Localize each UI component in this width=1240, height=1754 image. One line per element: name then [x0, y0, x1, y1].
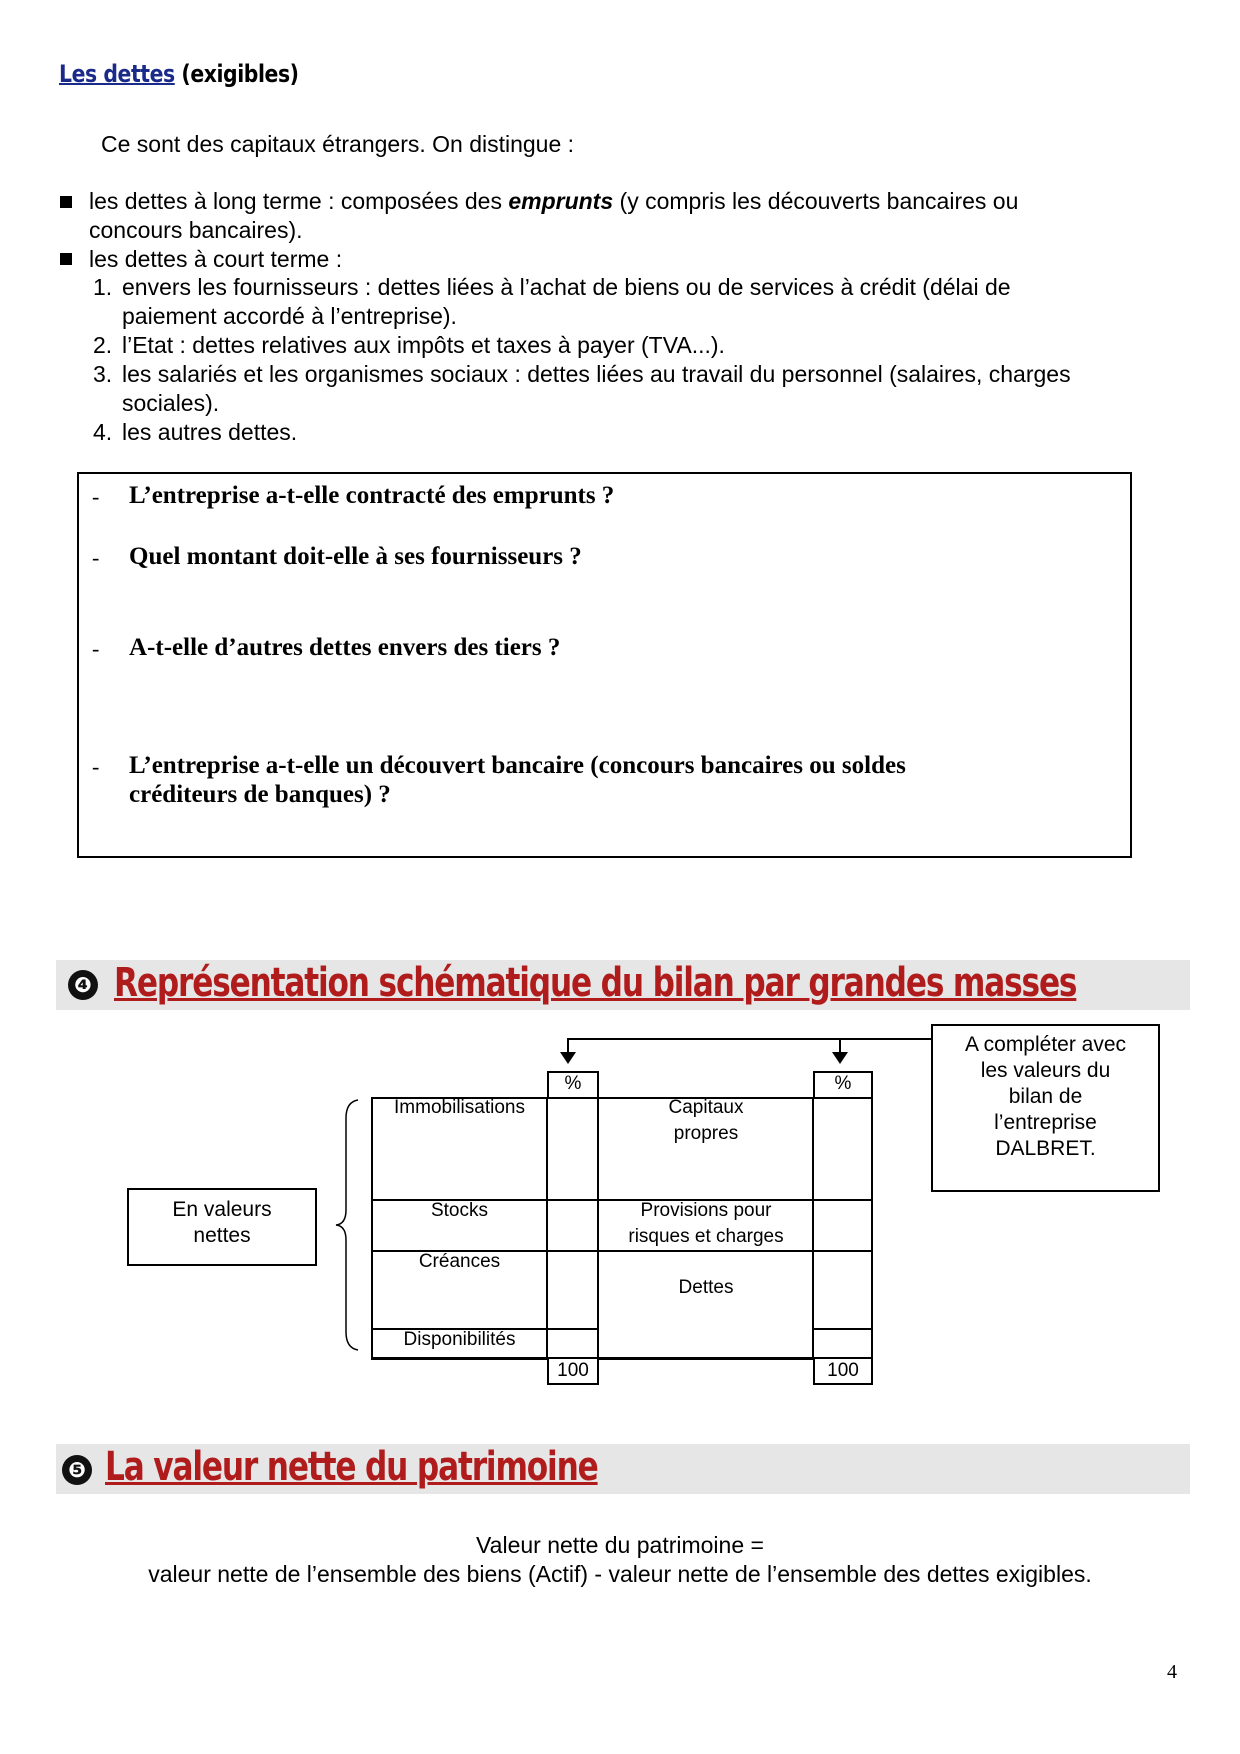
number-4-icon: ❹: [68, 970, 98, 1000]
number-5-icon: ❺: [62, 1455, 92, 1485]
valeurs-nettes-text: [127, 1197, 317, 1249]
sub-item-text: envers les fournisseurs : dettes liées à l’achat de biens ou de services à crédit (délai de: [122, 274, 1011, 300]
passif-provisions: [600, 1198, 812, 1250]
question-2: Quel montant doit-elle à ses fournisseurs ?: [129, 543, 582, 570]
total-passif: 100: [827, 1360, 859, 1381]
bullet-text-after: (y compris les découverts bancaires ou: [613, 188, 1019, 214]
passif-col-divider: [597, 1097, 599, 1359]
section5-title: La valeur nette du patrimoine: [105, 1444, 598, 1490]
passif-line: propres: [673, 1123, 739, 1144]
square-bullet-icon: [60, 253, 72, 265]
passif-line: Capitaux: [668, 1097, 744, 1118]
passif-line: Provisions pour: [640, 1200, 772, 1221]
arrow-down-icon: [832, 1052, 848, 1064]
dash-bullet: -: [92, 754, 100, 779]
total-actif: 100: [557, 1360, 589, 1381]
sub-item-number: 4.: [93, 419, 113, 445]
sub-item-text: les autres dettes.: [122, 419, 298, 445]
bullet-long-term: [89, 187, 1018, 216]
note-line: bilan de: [1008, 1085, 1083, 1108]
note-line: DALBRET.: [995, 1137, 1096, 1160]
sub-item-number: 1.: [93, 274, 113, 300]
connector-line: [567, 1038, 931, 1040]
formula-line-2: valeur nette de l’ensemble des biens (Actif) - valeur nette de l’ensemble des dettes exigibles.: [148, 1561, 1092, 1587]
emphasis-emprunts: emprunts: [508, 188, 614, 214]
question-1: L’entreprise a-t-elle contracté des emprunts ?: [129, 482, 615, 509]
dash-bullet: -: [92, 636, 100, 661]
actif-creances: Créances: [418, 1251, 501, 1272]
formula-line-1: Valeur nette du patrimoine =: [476, 1532, 764, 1558]
bullet-text: les dettes à long terme : composées des: [89, 188, 509, 214]
dash-bullet: -: [92, 484, 100, 509]
row-divider: [598, 1250, 873, 1252]
sub-item-text: l’Etat : dettes relatives aux impôts et taxes à payer (TVA...).: [122, 332, 725, 358]
curly-brace-icon: [334, 1098, 364, 1352]
actif-stocks: Stocks: [430, 1200, 489, 1221]
sub-item-text-cont: paiement accordé à l’entreprise).: [122, 303, 457, 329]
dash-bullet: -: [92, 545, 100, 570]
passif-col-divider: [812, 1097, 814, 1359]
heading-rest: (exigibles): [174, 60, 299, 88]
sub-item-number: 2.: [93, 332, 113, 358]
intro-text: Ce sont des capitaux étrangers. On distingue :: [101, 131, 575, 157]
passif-line: risques et charges: [628, 1226, 784, 1247]
row-divider: [812, 1328, 873, 1330]
sub-item-text-cont: sociales).: [122, 390, 220, 416]
note-line: l’entreprise: [994, 1111, 1097, 1134]
note-line: A compléter avec: [964, 1033, 1127, 1056]
actif-col-divider: [546, 1097, 548, 1359]
question-4: L’entreprise a-t-elle un découvert bancaire (concours bancaires ou soldes: [129, 752, 906, 779]
page-number: 4: [1167, 1661, 1177, 1683]
passif-capitaux-propres: [600, 1095, 812, 1147]
section-heading-dettes: [59, 60, 299, 88]
left-box-line: nettes: [193, 1224, 251, 1247]
arrow-down-icon: [560, 1052, 576, 1064]
sub-item-number: 3.: [93, 361, 113, 387]
percent-label: %: [834, 1073, 852, 1094]
passif-dettes: Dettes: [678, 1277, 734, 1298]
question-4-cont: créditeurs de banques) ?: [129, 781, 391, 808]
actif-immobilisations: Immobilisations: [394, 1097, 525, 1118]
square-bullet-icon: [60, 196, 72, 208]
question-3: A-t-elle d’autres dettes envers des tiers ?: [129, 634, 561, 661]
percent-label: %: [564, 1073, 582, 1094]
bullet-long-term-cont: concours bancaires).: [89, 217, 303, 243]
actif-table: [371, 1097, 599, 1360]
actif-disponibilites: Disponibilités: [403, 1329, 516, 1350]
heading-main: Les dettes: [59, 60, 175, 88]
sub-item-text: les salariés et les organismes sociaux : dettes liées au travail du personnel (salaires, charges: [122, 361, 1071, 387]
bullet-short-term: les dettes à court terme :: [89, 246, 343, 272]
section4-title: Représentation schématique du bilan par grandes masses: [114, 960, 1077, 1006]
note-line: les valeurs du: [980, 1059, 1111, 1082]
note-text: [933, 1032, 1158, 1162]
left-box-line: En valeurs: [172, 1198, 272, 1221]
